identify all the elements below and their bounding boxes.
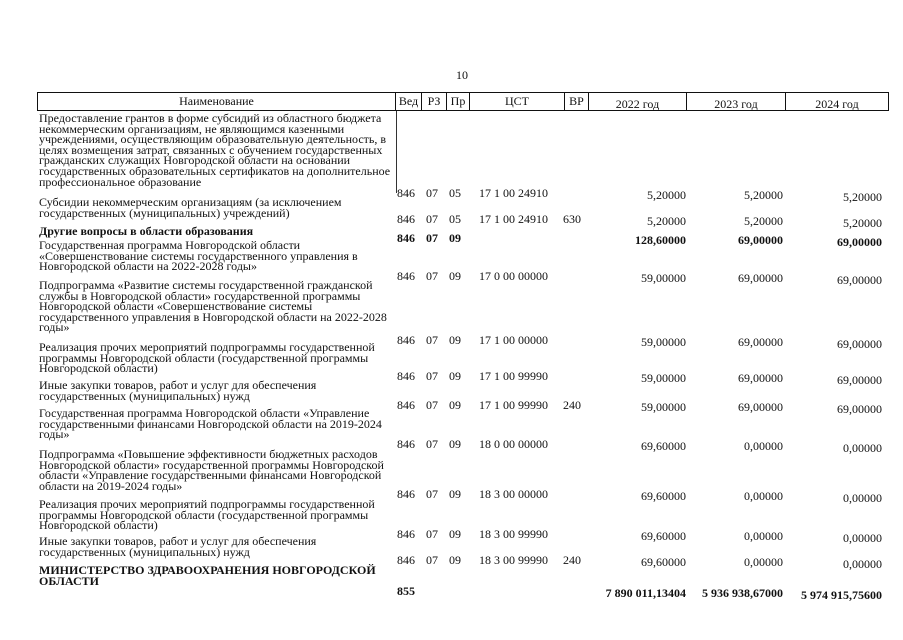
cell-2023: 69,00000	[738, 233, 783, 247]
page-number: 10	[456, 68, 468, 82]
cell-ved: 846	[397, 212, 415, 226]
cell-2024: 69,00000	[837, 373, 882, 387]
cell-pr: 09	[449, 527, 461, 541]
cell-2024: 69,00000	[837, 273, 882, 287]
cell-2022: 69,60000	[641, 489, 686, 503]
header-2024: 2024 год	[815, 97, 859, 111]
cell-ved: 846	[397, 437, 415, 451]
cell-2024: 69,00000	[837, 402, 882, 416]
cell-ved: 846	[397, 398, 415, 412]
cell-2024: 69,00000	[837, 337, 882, 351]
cell-2022: 59,00000	[641, 271, 686, 285]
row-name: МИНИСТЕРСТВО ЗДРАВООХРАНЕНИЯ НОВГОРОДСКОЙ ОБЛАСТИ	[39, 563, 376, 588]
cell-2022: 59,00000	[641, 400, 686, 414]
cell-pr: 09	[449, 333, 461, 347]
cell-2022: 69,60000	[641, 555, 686, 569]
cell-vr: 240	[563, 553, 581, 567]
cell-cst: 17 1 00 99990	[479, 398, 548, 412]
cell-2023: 69,00000	[738, 335, 783, 349]
cell-2022: 59,00000	[641, 371, 686, 385]
cell-pr: 09	[449, 231, 461, 245]
row-name: Субсидии некоммерческим организациям (за исключением государственных (муниципальных) учреждений)	[39, 195, 342, 220]
cell-2024: 0,00000	[843, 531, 882, 545]
header-cst: ЦСТ	[470, 93, 565, 110]
cell-2023: 69,00000	[738, 400, 783, 414]
header-name: Наименование	[38, 93, 396, 110]
cell-rz: 07	[426, 553, 438, 567]
cell-ved: 846	[397, 487, 415, 501]
cell-2024: 0,00000	[843, 557, 882, 571]
cell-ved: 855	[397, 584, 415, 598]
cell-cst: 17 1 00 99990	[479, 369, 548, 383]
cell-rz: 07	[426, 186, 438, 200]
cell-pr: 09	[449, 437, 461, 451]
cell-2022: 5,20000	[647, 214, 686, 228]
cell-cst: 17 1 00 24910	[479, 186, 548, 200]
cell-2024: 0,00000	[843, 491, 882, 505]
cell-ved: 846	[397, 333, 415, 347]
row-name: Реализация прочих мероприятий подпрограммы государственной программы Новгородской области (государственной программы Новгородской области)	[39, 340, 375, 376]
cell-2023: 0,00000	[744, 439, 783, 453]
cell-2024: 5,20000	[843, 190, 882, 204]
cell-cst: 17 1 00 00000	[479, 333, 548, 347]
cell-2023: 0,00000	[744, 529, 783, 543]
cell-ved: 846	[397, 231, 415, 245]
cell-2023: 5,20000	[744, 188, 783, 202]
cell-pr: 09	[449, 398, 461, 412]
row-name: Реализация прочих мероприятий подпрограммы государственной программы Новгородской области (государственной программы Новгородской области)	[39, 497, 375, 533]
cell-vr: 630	[563, 212, 581, 226]
cell-2024: 5,20000	[843, 216, 882, 230]
cell-ved: 846	[397, 269, 415, 283]
table-header	[37, 92, 889, 111]
cell-2022: 7 890 011,13404	[605, 586, 686, 600]
cell-cst: 18 3 00 99990	[479, 553, 548, 567]
column-divider	[396, 111, 397, 193]
cell-2023: 5 936 938,67000	[702, 586, 783, 600]
cell-2024: 69,00000	[837, 235, 882, 249]
cell-2022: 69,60000	[641, 439, 686, 453]
cell-2022: 128,60000	[635, 233, 686, 247]
header-pr: Пр	[447, 93, 470, 110]
cell-2023: 0,00000	[744, 555, 783, 569]
cell-2023: 0,00000	[744, 489, 783, 503]
cell-rz: 07	[426, 212, 438, 226]
cell-rz: 07	[426, 398, 438, 412]
cell-rz: 07	[426, 269, 438, 283]
cell-rz: 07	[426, 527, 438, 541]
row-name: Другие вопросы в области образования	[39, 224, 254, 238]
cell-ved: 846	[397, 186, 415, 200]
header-rz: РЗ	[422, 93, 447, 110]
cell-rz: 07	[426, 231, 438, 245]
row-name: Подпрограмма «Развитие системы государственной гражданской службы в Новгородской области» государственной программы Новгородской области «Совершенствование системы государственного управления в Новгородской области на 2022-2028 годы»	[39, 278, 387, 335]
cell-pr: 05	[449, 186, 461, 200]
row-name: Иные закупки товаров, работ и услуг для обеспечения государственных (муниципальных) нужд	[39, 378, 317, 403]
cell-pr: 09	[449, 487, 461, 501]
cell-rz: 07	[426, 437, 438, 451]
cell-rz: 07	[426, 333, 438, 347]
cell-2022: 59,00000	[641, 335, 686, 349]
cell-cst: 17 0 00 00000	[479, 269, 548, 283]
header-2023: 2023 год	[687, 93, 786, 110]
header-ved: Вед	[396, 93, 422, 110]
row-name: Государственная программа Новгородской области «Совершенствование системы государственного управления в Новгородской области на 2022-2028 годы»	[39, 238, 358, 274]
cell-ved: 846	[397, 369, 415, 383]
cell-rz: 07	[426, 487, 438, 501]
row-name: Подпрограмма «Повышение эффективности бюджетных расходов Новгородской области» государственной программы Новгородской области «Управление государственными финансами Новгородской области на 2019-2024 годы»	[39, 447, 384, 493]
header-2022: 2022 год	[589, 93, 687, 110]
cell-rz: 07	[426, 369, 438, 383]
cell-cst: 18 3 00 99990	[479, 527, 548, 541]
cell-2022: 5,20000	[647, 188, 686, 202]
cell-cst: 18 0 00 00000	[479, 437, 548, 451]
cell-ved: 846	[397, 553, 415, 567]
cell-pr: 05	[449, 212, 461, 226]
cell-2024: 0,00000	[843, 441, 882, 455]
cell-2023: 69,00000	[738, 271, 783, 285]
cell-2022: 69,60000	[641, 529, 686, 543]
cell-pr: 09	[449, 369, 461, 383]
cell-pr: 09	[449, 553, 461, 567]
header-vr: ВР	[565, 93, 589, 110]
row-name: Иные закупки товаров, работ и услуг для обеспечения государственных (муниципальных) нужд	[39, 534, 317, 559]
cell-pr: 09	[449, 269, 461, 283]
row-name: Предоставление грантов в форме субсидий из областного бюджета некоммерческим организациям, не являющимся казенными учреждениями, осуществляющим образовательную деятельность, в целях возмещения затрат, связанных с обучением государственных гражданских служащих Новгородской области на основании государственных образовательных сертификатов на дополнительное профессиональное образование	[39, 111, 391, 189]
cell-ved: 846	[397, 527, 415, 541]
cell-cst: 17 1 00 24910	[479, 212, 548, 226]
cell-2023: 69,00000	[738, 371, 783, 385]
cell-2023: 5,20000	[744, 214, 783, 228]
cell-cst: 18 3 00 00000	[479, 487, 548, 501]
row-name: Государственная программа Новгородской области «Управление государственными финансами Новгородской области на 2019-2024 годы»	[39, 406, 382, 442]
cell-2024: 5 974 915,75600	[801, 588, 882, 602]
cell-vr: 240	[563, 398, 581, 412]
